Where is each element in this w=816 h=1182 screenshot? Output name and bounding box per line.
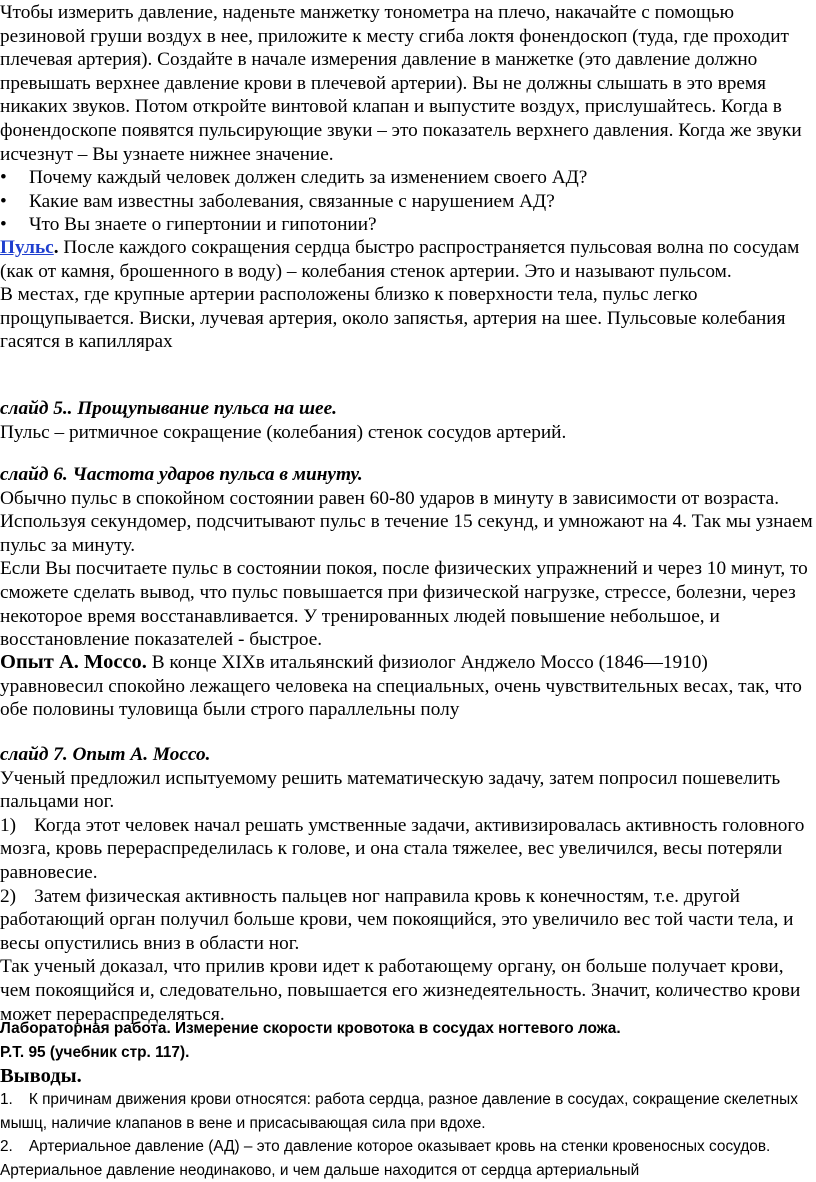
bullet-mark: • [0, 214, 7, 236]
slide7-heading: слайд 7. Опыт А. Моссо. [0, 744, 211, 765]
pulse-paragraph-2: В местах, где крупные артерии расположены близко к поверхности тела, пульс легко прощупывается. Виски, лучевая артерия, около запястья, артерия на шее. Пульсовые колебания гасятся в капиллярах [0, 284, 786, 353]
item-number: 1) [0, 814, 17, 836]
slide6-text-2: Если Вы посчитаете пульс в состоянии покоя, после физических упражнений и через 10 минут, то сможете сделать вывод, что пульс повышается при физической нагрузке, стрессе, болезни, через некоторое время восстанавливается. У тренированных людей повышение небольшое, и восстановление показателей - быстрое. [0, 558, 808, 651]
pulse-paragraph [0, 236, 814, 283]
question-text: Какие вам известны заболевания, связанные с нарушением АД? [29, 190, 555, 212]
slide6-text: Обычно пульс в спокойном состоянии равен 60-80 ударов в минуту в зависимости от возраста. Используя секундомер, подсчитывают пульс в течение 15 секунд, и умножают на 4. Так мы узнаем пульс за минуту. [0, 487, 813, 556]
mosso-section [0, 651, 814, 722]
mosso-paragraph [0, 651, 814, 722]
slide6-section [0, 463, 814, 652]
slide5-text: Пульс – ритмичное сокращение (колебания) стенок сосудов артерий. [0, 421, 567, 443]
item-text: Затем физическая активность пальцев ног направила кровь к конечностям, т.е. другой работающий орган получил больше крови, чем покоящийся, это увеличило вес той части тела, и весы опустились вниз в области ног. [0, 885, 794, 954]
item-text: Артериальное давление (АД) – это давление которое оказывает кровь на стенки кровеносных сосудов. Артериальное давление неодинаково, и чем дальше находится от сердца артериальный [0, 1138, 771, 1179]
item-text: К причинам движения крови относятся: работа сердца, разное давление в сосудах, сокращение скелетных мышц, наличие клапанов в вене и присасывающая сила при вдохе. [0, 1091, 798, 1132]
slide5-section [0, 397, 814, 444]
item-number: 2) [0, 885, 17, 907]
questions-list [0, 166, 814, 237]
item-number: 2. [0, 1138, 13, 1156]
slide7-section [0, 743, 814, 1026]
bullet-mark: • [0, 190, 7, 212]
item-text: Когда этот человек начал решать умственные задачи, активизировалась активность головного мозга, кровь перераспределилась к голове, и она стала тяжелее, вес увеличился, весы потеряли равновесие. [0, 814, 805, 883]
slide7-text: Ученый предложил испытуемому решить математическую задачу, затем попросил пошевелить пальцами ног. [0, 767, 781, 813]
conclusions-heading: Выводы. [0, 1065, 82, 1087]
item-number: 1. [0, 1091, 13, 1108]
slide6-heading: слайд 6. Частота ударов пульса в минуту. [0, 464, 363, 485]
slide7-item [0, 814, 814, 885]
intro-paragraph: Чтобы измерить давление, наденьте манжетку тонометра на плечо, накачайте с помощью резиновой груши воздух в нее, приложите к месту сгиба локтя фонендоскоп (туда, где проходит плечевая артерия). Создайте в начале измерения давление в манжетке (это давление должно превышать верхнее давление крови в плечевой артерии). Вы не должны слышать в это время никаких звуков. Потом откройте винтовой клапан и выпустите воздух, прислушайтесь. Когда в фонендоскопе появятся пульсирующие звуки – это показатель верхнего давления. Когда же звуки исчезнут – Вы узнаете нижнее значение. [0, 2, 802, 165]
conclusion-item [0, 1135, 814, 1182]
slide5-heading: слайд 5.. Прощупывание пульса на шее. [0, 398, 337, 419]
question-text: Почему каждый человек должен следить за изменением своего АД? [29, 167, 588, 188]
bullet-mark: • [0, 167, 7, 188]
slide7-conclusion: Так ученый доказал, что прилив крови идет к работающему органу, он больше получает крови, чем покоящийся и, следовательно, повышается его жизнедеятельность. Значит, количество крови может перераспределяться. [0, 956, 801, 1025]
lab-line-2: Р.Т. 95 (учебник стр. 117). [0, 1043, 190, 1061]
pulse-section [0, 236, 814, 354]
lab-line-1: Лабораторная работа. Измерение скорости кровотока в сосудах ногтевого ложа. [0, 1020, 621, 1037]
question-text: Что Вы знаете о гипертонии и гипотонии? [29, 214, 377, 236]
conclusions-section [0, 1064, 814, 1182]
question-item [0, 213, 814, 237]
pulse-text: После каждого сокращения сердца быстро распространяется пульсовая волна по сосудам (как от камня, брошенного в воду) – колебания стенок артерии. Это и называют пульсом. [0, 237, 800, 282]
mosso-title: Опыт А. Моссо. [0, 651, 147, 673]
pulse-link[interactable]: Пульс [0, 237, 54, 258]
question-item [0, 166, 814, 190]
slide7-item [0, 885, 814, 956]
mosso-text: В конце XIXв итальянский физиолог Анджело Моссо (1846—1910) уравновесил спокойно лежащего человека на специальных, очень чувствительных весах, так, что обе половины туловища были строго параллельны полу [0, 652, 802, 721]
lab-section [0, 1017, 814, 1064]
conclusion-item [0, 1088, 814, 1135]
question-item [0, 190, 814, 214]
pulse-dot: . [53, 237, 59, 258]
